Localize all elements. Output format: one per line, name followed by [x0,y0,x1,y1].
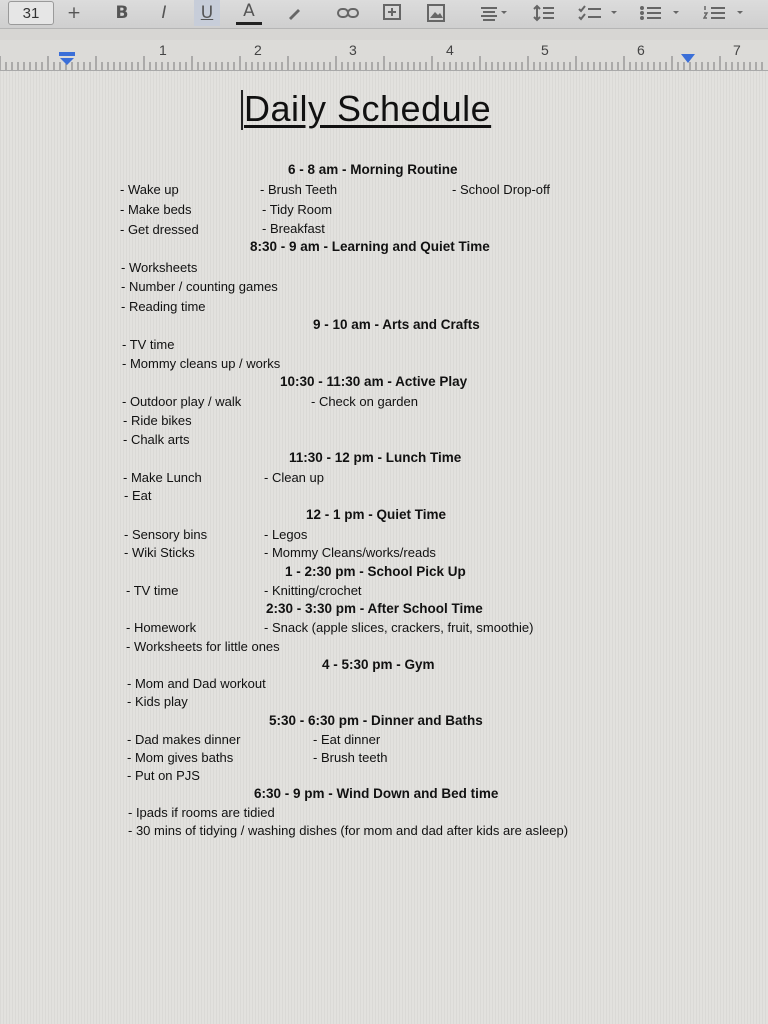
horizontal-ruler[interactable] [0,40,768,71]
schedule-item[interactable]: - Mom gives baths [127,750,234,765]
schedule-item[interactable]: - Brush Teeth [260,182,338,197]
time-block-header[interactable]: 6:30 - 9 pm - Wind Down and Bed time [254,786,499,801]
schedule-item[interactable]: - Wiki Sticks [124,545,195,560]
schedule-item[interactable]: - Put on PJS [127,768,200,783]
schedule-item[interactable]: - Sensory bins [124,527,208,542]
schedule-item[interactable]: - School Drop-off [452,182,551,197]
schedule-item[interactable]: - Wake up [120,182,179,197]
time-block-header[interactable]: 4 - 5:30 pm - Gym [322,657,435,672]
schedule-item[interactable]: - Ride bikes [123,413,192,428]
schedule-item[interactable]: - Clean up [264,470,324,485]
schedule-item[interactable]: - Legos [264,527,308,542]
bulleted-list-icon[interactable] [636,0,686,26]
increase-font-size-button[interactable]: + [66,3,82,23]
schedule-item[interactable]: - Ipads if rooms are tidied [128,805,275,820]
ruler-ticks [0,40,768,70]
schedule-item[interactable]: - Chalk arts [123,432,190,447]
ruler-number: 3 [349,42,357,58]
schedule-item[interactable]: - Breakfast [262,221,325,236]
ruler-number: 6 [637,42,645,58]
image-icon[interactable] [422,0,450,26]
comment-icon[interactable] [378,0,406,26]
schedule-item[interactable]: - Brush teeth [313,750,388,765]
schedule-item[interactable]: - Reading time [121,299,206,314]
underline-button[interactable]: U [194,0,220,26]
ruler-number: 4 [446,42,454,58]
schedule-item[interactable]: - Eat dinner [313,732,381,747]
time-block-header[interactable]: 1 - 2:30 pm - School Pick Up [285,564,466,579]
schedule-item[interactable]: - Mommy Cleans/works/reads [264,545,436,560]
ruler-number: 1 [159,42,167,58]
schedule-item[interactable]: - Get dressed [120,222,199,237]
time-block-header[interactable]: 2:30 - 3:30 pm - After School Time [266,601,483,616]
schedule-item[interactable]: - Make beds [120,202,192,217]
schedule-item[interactable]: - Dad makes dinner [127,732,241,747]
schedule-item[interactable]: - Make Lunch [123,470,202,485]
schedule-item[interactable]: - Mom and Dad workout [127,676,266,691]
schedule-item[interactable]: - TV time [122,337,175,352]
ruler-number: 5 [541,42,549,58]
time-block-header[interactable]: 8:30 - 9 am - Learning and Quiet Time [250,239,490,254]
checklist-icon[interactable] [574,0,624,26]
schedule-item[interactable]: - TV time [126,583,179,598]
schedule-item[interactable]: - Worksheets for little ones [126,639,280,654]
numbered-list-icon[interactable] [698,0,758,26]
time-block-header[interactable]: 5:30 - 6:30 pm - Dinner and Baths [269,713,483,728]
document-title[interactable]: Daily Schedule [244,88,492,129]
link-icon[interactable] [334,0,362,26]
time-block-header[interactable]: 12 - 1 pm - Quiet Time [306,507,447,522]
schedule-item[interactable]: - Homework [126,620,197,635]
font-size-field[interactable]: 31 [8,1,54,25]
right-indent-marker-icon[interactable] [680,52,696,64]
ruler-number: 2 [254,42,262,58]
schedule-item[interactable]: - Worksheets [121,260,198,275]
left-indent-marker-icon[interactable] [58,52,76,66]
text-color-button[interactable]: A [236,0,262,25]
text-cursor [241,90,243,130]
schedule-item[interactable]: - Tidy Room [262,202,333,217]
schedule-item[interactable]: - Kids play [127,694,188,709]
schedule-item[interactable]: - Mommy cleans up / works [122,356,281,371]
time-block-header[interactable]: 10:30 - 11:30 am - Active Play [280,374,468,389]
schedule-item[interactable]: - 30 mins of tidying / washing dishes (for mom and dad after kids are asleep) [128,823,569,838]
italic-button[interactable]: I [161,3,167,23]
time-block-header[interactable]: 9 - 10 am - Arts and Crafts [313,317,480,332]
highlight-icon[interactable] [282,0,308,26]
schedule-item[interactable]: - Eat [124,488,152,503]
schedule-item[interactable]: - Check on garden [311,394,418,409]
schedule-item[interactable]: - Outdoor play / walk [122,394,242,409]
align-icon[interactable] [474,0,514,26]
line-spacing-icon[interactable] [530,0,558,26]
ruler-number: 7 [733,42,741,58]
schedule-item[interactable]: - Knitting/crochet [264,583,362,598]
time-block-header[interactable]: 11:30 - 12 pm - Lunch Time [289,450,462,465]
bold-button[interactable]: B [115,3,129,23]
time-block-header[interactable]: 6 - 8 am - Morning Routine [288,162,458,177]
schedule-item[interactable]: - Number / counting games [121,279,278,294]
formatting-toolbar [0,0,768,29]
schedule-item[interactable]: - Snack (apple slices, crackers, fruit, smoothie) [264,620,534,635]
